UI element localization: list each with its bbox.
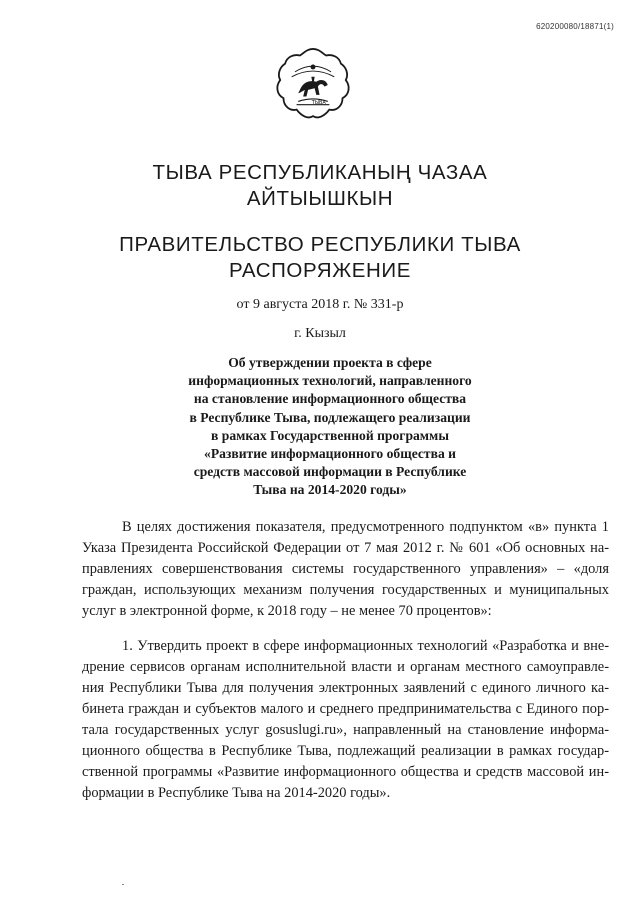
paragraph-line: ственной программы «Развитие информационного общества и средств массовой ин-: [82, 764, 609, 780]
title-tuvan: [0, 160, 640, 212]
subject-line: информационных технологий, направленного: [188, 373, 472, 389]
body-paragraph-preamble: [82, 517, 609, 622]
paragraph-line: В целях достижения показателя, предусмотренного подпунктом «в» пункта 1: [122, 519, 609, 535]
paragraph-line: граждан, использующих механизм получения государственных и муниципальных: [82, 582, 609, 598]
paragraph-line: ния Республики Тыва для получения электронных заявлений с единого личного ка-: [82, 680, 609, 696]
subject-line: Тыва на 2014-2020 годы»: [253, 482, 407, 498]
title-russian: [0, 232, 640, 284]
coat-of-arms-tuva-icon: [272, 44, 354, 126]
subject-line: «Развитие информационного общества и: [204, 446, 456, 462]
paragraph-line: дрение сервисов органам исполнительной власти и органам местного самоуправле-: [82, 659, 609, 675]
paragraph-line: бинета граждан и субъектов малого и среднего предпринимательства с Единого пор-: [82, 701, 609, 717]
document-subject: [0, 354, 640, 500]
subject-line: в Республике Тыва, подлежащего реализации: [189, 409, 471, 425]
title-tuvan-line-1: ТЫВА РЕСПУБЛИКАНЫҢ ЧАЗАА: [152, 161, 488, 184]
emblem-caption: ТЫВА: [311, 99, 326, 106]
document-id: 620200080/18871(1): [536, 22, 614, 31]
document-city: г. Кызыл: [294, 326, 346, 341]
title-russian-line-2: РАСПОРЯЖЕНИЕ: [228, 259, 412, 282]
subject-line: средств массовой информации в Республике: [193, 464, 467, 480]
paragraph-line: 1. Утвердить проект в сфере информационных технологий «Разработка и вне-: [122, 638, 609, 654]
subject-line: в рамках Государственной программы: [211, 427, 449, 443]
paragraph-line: услуг в электронной форме, к 2018 году – не менее 70 процентов»:: [82, 603, 492, 619]
paragraph-line: правлениях совершенствования системы государственного управления» – «доля: [82, 561, 609, 577]
paragraph-line: Указа Президента Российской Федерации от 7 мая 2012 г. № 601 «Об основных на-: [82, 540, 609, 556]
scan-artifact-dot: [122, 884, 124, 885]
paragraph-line: ционного общества в Республике Тыва, подлежащий реализации в рамках государ-: [82, 743, 609, 759]
title-tuvan-line-2: АЙТЫЫШКЫН: [246, 187, 394, 210]
paragraph-line: тала государственных услуг gosuslugi.ru», направленный на становление информа-: [82, 722, 609, 738]
paragraph-line: формации в Республике Тыва на 2014-2020 годы».: [82, 785, 391, 801]
subject-line: Об утверждении проекта в сфере: [228, 355, 432, 370]
body-paragraph-item-1: [82, 636, 609, 804]
title-russian-line-1: ПРАВИТЕЛЬСТВО РЕСПУБЛИКИ ТЫВА: [119, 233, 521, 256]
subject-line: на становление информационного общества: [193, 391, 467, 407]
document-date-number: от 9 августа 2018 г. № 331-р: [236, 297, 404, 312]
